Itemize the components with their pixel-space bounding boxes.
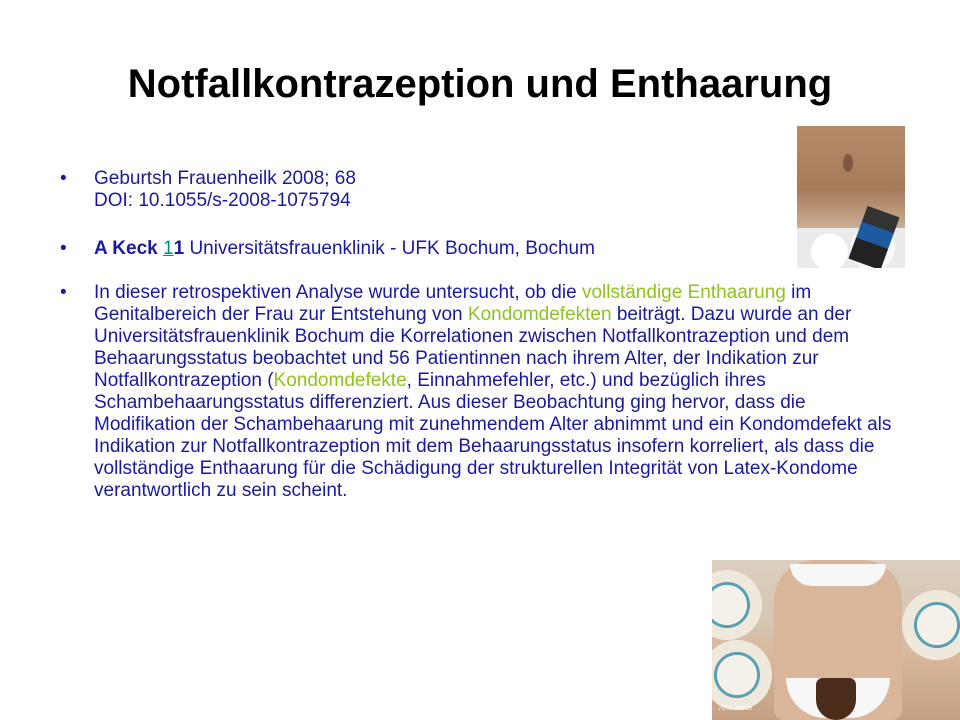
bullet-marker: • xyxy=(60,238,67,259)
plate-decoration xyxy=(712,640,772,710)
navel-shape xyxy=(843,154,853,172)
slide-title: Notfallkontrazeption und Enthaarung xyxy=(127,62,833,106)
affiliation-link[interactable]: 1 xyxy=(163,238,174,259)
author-name: A Keck xyxy=(94,238,158,259)
bikini-top-shape xyxy=(790,564,886,586)
abstract-bullet xyxy=(60,282,904,502)
shaving-photo xyxy=(797,126,905,268)
highlight-enthaarung: vollständige Enthaarung xyxy=(581,282,786,303)
hair-shape xyxy=(816,678,856,720)
citation-journal: Geburtsh Frauenheilk 2008; 68 xyxy=(94,168,356,189)
highlight-kondomdefekte: Kondomdefekte xyxy=(273,370,407,391)
abstract-text-1: In dieser retrospektiven Analyse wurde untersucht, ob die xyxy=(94,282,582,303)
affiliation-index: 1 xyxy=(173,238,185,259)
bullet-marker: • xyxy=(60,168,67,189)
author-bullet xyxy=(60,238,900,260)
abstract-text-3: beiträgt. Dazu wurde an der Universitätsfrauenklinik Bochum die Korrelationen zwischen Notfallkontrazeption und dem Behaarungsstatus beobachtet und 56 Patientinnen nach ihrem Alter, der Indikation zur Notfallkontrazeption ( xyxy=(94,304,852,391)
affiliation-text: Universitätsfrauenklinik - UFK Bochum, Bochum xyxy=(189,238,595,259)
plate-decoration xyxy=(712,570,762,640)
ad-caption: 70% inside xyxy=(718,705,753,712)
bullet-list xyxy=(60,168,900,502)
plate-decoration xyxy=(902,590,960,660)
abstract-text-4: , Einnahmefehler, etc.) und bezüglich ihres Schambehaarungsstatus differenziert. Aus dieser Beobachtung ging hervor, dass die Modifikation der Schambehaarung mit zunehmendem Alter abnimmt und ein Kondomdefekt als Indikation zur Notfallkontrazeption mit dem Behaarungsstatus insofern korreliert, als dass die vollständige Enthaarung für die Schädigung der strukturellen Integrität von Latex-Kondome verantwortlich zu sein scheint. xyxy=(94,370,892,501)
citation-bullet xyxy=(60,168,900,212)
bullet-marker: • xyxy=(60,282,67,303)
abstract-text-2: im Genitalbereich der Frau zur Entstehung von xyxy=(94,282,812,325)
advertisement-photo xyxy=(712,560,960,720)
highlight-kondomdefekten: Kondomdefekten xyxy=(467,304,612,325)
citation-doi: DOI: 10.1055/s-2008-1075794 xyxy=(94,190,351,211)
